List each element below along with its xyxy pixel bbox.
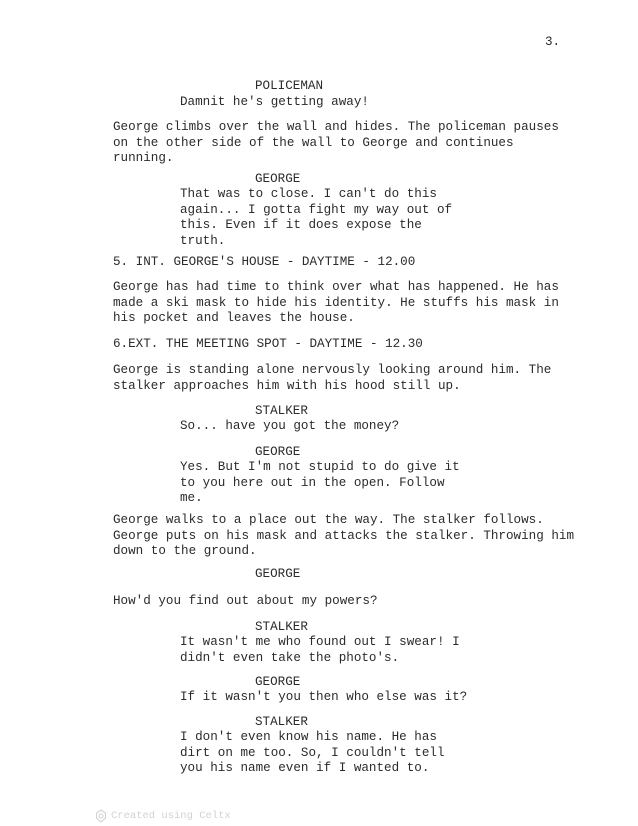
character-name: STALKER: [255, 620, 308, 634]
action: George climbs over the wall and hides. The policeman pauses on the other side of the wall to George and continues running.: [113, 120, 559, 166]
character-name: STALKER: [255, 404, 308, 418]
character-name: POLICEMAN: [255, 79, 324, 93]
dialogue: That was to close. I can't do this again... I gotta fight my way out of this. Even if it does expose the truth.: [180, 187, 453, 248]
character-name: GEORGE: [255, 172, 301, 186]
scene-heading: 5. INT. GEORGE'S HOUSE - DAYTIME - 12.00: [113, 255, 416, 269]
page-number: 3.: [545, 35, 561, 49]
character-name: GEORGE: [255, 445, 301, 459]
dialogue: If it wasn't you then who else was it?: [180, 690, 468, 704]
character-name: GEORGE: [255, 675, 301, 689]
scene-heading: 6.EXT. THE MEETING SPOT - DAYTIME - 12.30: [113, 337, 423, 351]
character-name: GEORGE: [255, 567, 301, 581]
footer-text: Created using Celtx: [111, 810, 231, 822]
dialogue: So... have you got the money?: [180, 419, 400, 433]
action: George walks to a place out the way. The stalker follows. George puts on his mask and attacks the stalker. Throwing him down to the ground.: [113, 513, 575, 559]
action: How'd you find out about my powers?: [113, 594, 378, 608]
celtx-footer: [95, 809, 231, 823]
character-name: STALKER: [255, 715, 308, 729]
celtx-logo-icon: [95, 809, 107, 823]
dialogue: Yes. But I'm not stupid to do give it to you here out in the open. Follow me.: [180, 460, 460, 506]
dialogue: Damnit he's getting away!: [180, 95, 369, 109]
dialogue: It wasn't me who found out I swear! I didn't even take the photo's.: [180, 635, 460, 665]
action: George has had time to think over what has happened. He has made a ski mask to hide his identity. He stuffs his mask in his pocket and leaves the house.: [113, 280, 559, 326]
action: George is standing alone nervously looking around him. The stalker approaches him with his hood still up.: [113, 363, 552, 393]
dialogue: I don't even know his name. He has dirt on me too. So, I couldn't tell you his name even if I wanted to.: [180, 730, 445, 776]
